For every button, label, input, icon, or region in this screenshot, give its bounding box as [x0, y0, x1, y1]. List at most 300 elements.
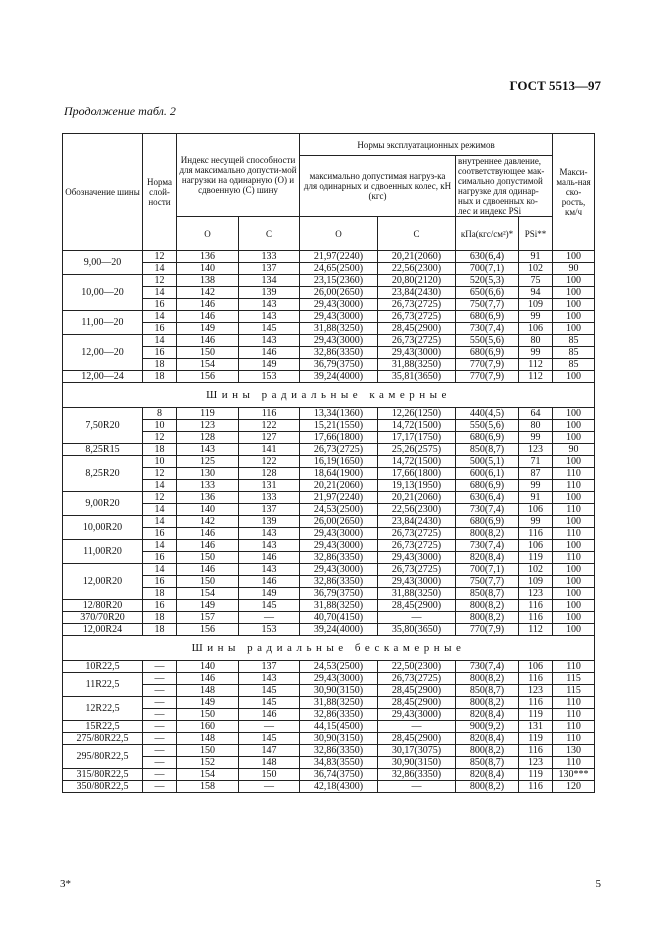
table-cell: 100 — [553, 432, 595, 444]
table-cell: 900(9,2) — [456, 721, 519, 733]
table-cell: 29,43(3000) — [378, 576, 456, 588]
table-cell: 80 — [519, 420, 553, 432]
table-row — [63, 432, 595, 444]
tire-designation: 315/80R22,5 — [63, 769, 143, 781]
table-cell: 100 — [553, 275, 595, 287]
table-cell: 14 — [143, 263, 177, 275]
table-cell: 149 — [177, 600, 239, 612]
table-cell: 119 — [177, 408, 239, 420]
col-psi: PSi** — [519, 217, 553, 251]
table-cell: 123 — [177, 420, 239, 432]
table-cell: 29,43(3000) — [378, 552, 456, 564]
table-cell: 15,21(1550) — [300, 420, 378, 432]
table-cell: 26,00(2650) — [300, 287, 378, 299]
table-cell: 22,50(2300) — [378, 661, 456, 673]
col-load-c: С — [378, 217, 456, 251]
table-row — [63, 661, 595, 673]
table-cell: 100 — [553, 624, 595, 636]
table-cell: 146 — [177, 311, 239, 323]
table-cell: 133 — [239, 492, 300, 504]
table-cell: 800(8,2) — [456, 697, 519, 709]
table-cell: 10 — [143, 456, 177, 468]
table-cell: 730(7,4) — [456, 540, 519, 552]
table-cell: 145 — [239, 733, 300, 745]
table-cell: 149 — [177, 697, 239, 709]
col-ply: Норма слой-ности — [143, 134, 177, 251]
table-cell: 18 — [143, 371, 177, 383]
table-cell: 138 — [177, 275, 239, 287]
table-cell: 116 — [519, 600, 553, 612]
table-row — [63, 468, 595, 480]
table-cell: 12 — [143, 468, 177, 480]
table-cell: 24,65(2500) — [300, 263, 378, 275]
table-cell: 500(5,1) — [456, 456, 519, 468]
table-cell: — — [378, 721, 456, 733]
table-cell: 26,73(2725) — [378, 528, 456, 540]
table-cell: 143 — [239, 311, 300, 323]
table-cell: 131 — [519, 721, 553, 733]
table-row — [63, 781, 595, 793]
table-cell: 700(7,1) — [456, 263, 519, 275]
table-cell: 28,45(2900) — [378, 685, 456, 697]
col-pressure-group: внутреннее давление, соответствующее мак-симально допустимой нагрузке для одинар-ных и сдвоенных ко-лес и индекс PSi — [456, 156, 553, 217]
table-cell: 100 — [553, 612, 595, 624]
table-row — [63, 733, 595, 745]
table-cell: 29,43(3000) — [300, 335, 378, 347]
table-cell: — — [143, 709, 177, 721]
table-row — [63, 624, 595, 636]
table-row — [63, 456, 595, 468]
table-cell: 148 — [177, 733, 239, 745]
table-cell: 137 — [239, 263, 300, 275]
col-load-group: максимально допустимая нагруз-ка для одинарных и сдвоенных колес, кН (кгс) — [300, 156, 456, 217]
col-norms-group: Нормы эксплуатационных режимов — [300, 134, 553, 156]
table-cell: 134 — [239, 275, 300, 287]
table-cell: 16 — [143, 576, 177, 588]
table-cell: 17,17(1750) — [378, 432, 456, 444]
table-cell: 152 — [177, 757, 239, 769]
table-cell: 110 — [553, 552, 595, 564]
table-cell: 146 — [177, 540, 239, 552]
table-cell: 29,43(3000) — [300, 564, 378, 576]
table-cell: 32,86(3350) — [378, 769, 456, 781]
table-cell: 125 — [177, 456, 239, 468]
table-cell: 750(7,7) — [456, 299, 519, 311]
table-cell: 149 — [177, 323, 239, 335]
table-row — [63, 673, 595, 685]
table-cell: 110 — [553, 528, 595, 540]
table-cell: 16 — [143, 347, 177, 359]
table-cell: — — [143, 673, 177, 685]
col-index-c: С — [239, 217, 300, 251]
table-cell: 136 — [177, 492, 239, 504]
table-cell: 40,70(4150) — [300, 612, 378, 624]
table-row — [63, 480, 595, 492]
table-cell: 23,15(2360) — [300, 275, 378, 287]
table-cell: 18 — [143, 359, 177, 371]
table-cell: 148 — [177, 685, 239, 697]
table-cell: 20,21(2060) — [300, 480, 378, 492]
table-cell: 80 — [519, 335, 553, 347]
table-cell: 26,73(2725) — [378, 564, 456, 576]
table-cell: 680(6,9) — [456, 432, 519, 444]
table-cell: 115 — [553, 673, 595, 685]
table-cell: 147 — [239, 745, 300, 757]
table-cell: 120 — [553, 781, 595, 793]
table-cell: 14 — [143, 287, 177, 299]
table-cell: — — [239, 781, 300, 793]
table-cell: 100 — [553, 600, 595, 612]
table-cell: 21,97(2240) — [300, 251, 378, 263]
table-cell: 123 — [519, 444, 553, 456]
table-cell: — — [378, 612, 456, 624]
table-cell: 127 — [239, 432, 300, 444]
table-cell: 149 — [239, 359, 300, 371]
section-title: Шины радиальные камерные — [63, 383, 595, 408]
table-cell: 800(8,2) — [456, 528, 519, 540]
table-cell: 85 — [553, 335, 595, 347]
tire-designation: 8,25R15 — [63, 444, 143, 456]
table-cell: 30,90(3150) — [378, 757, 456, 769]
table-cell: 142 — [177, 516, 239, 528]
table-cell: 154 — [177, 769, 239, 781]
table-cell: 154 — [177, 588, 239, 600]
table-cell: 146 — [177, 673, 239, 685]
table-cell: 850(8,7) — [456, 685, 519, 697]
table-cell: 31,88(3250) — [300, 323, 378, 335]
table-cell: 99 — [519, 516, 553, 528]
col-index-group: Индекс несущей способности для максимально допусти-мой нагрузки на одинарную (О) и сдвоенную (С) шину — [177, 134, 300, 217]
tire-specification-table — [62, 133, 595, 793]
table-cell: 137 — [239, 504, 300, 516]
table-cell: 109 — [519, 576, 553, 588]
table-cell: 730(7,4) — [456, 661, 519, 673]
table-cell: 16 — [143, 323, 177, 335]
col-load-o: О — [300, 217, 378, 251]
table-cell: 140 — [177, 661, 239, 673]
table-cell: 10 — [143, 420, 177, 432]
table-cell: 99 — [519, 347, 553, 359]
table-cell: 680(6,9) — [456, 480, 519, 492]
table-cell: 153 — [239, 371, 300, 383]
table-cell: — — [143, 685, 177, 697]
table-cell: 850(8,7) — [456, 444, 519, 456]
table-cell: 131 — [239, 480, 300, 492]
section-row — [63, 636, 595, 661]
table-cell: 143 — [239, 299, 300, 311]
table-cell: 29,43(3000) — [300, 528, 378, 540]
table-cell: 26,73(2725) — [378, 299, 456, 311]
table-cell: 122 — [239, 420, 300, 432]
table-cell: 31,88(3250) — [300, 600, 378, 612]
table-cell: 14 — [143, 311, 177, 323]
tire-designation: 10R22,5 — [63, 661, 143, 673]
table-cell: 110 — [553, 468, 595, 480]
table-cell: 99 — [519, 311, 553, 323]
table-cell: 680(6,9) — [456, 311, 519, 323]
table-row — [63, 528, 595, 540]
table-row — [63, 721, 595, 733]
table-cell: 14 — [143, 540, 177, 552]
table-cell: — — [143, 721, 177, 733]
table-cell: — — [143, 781, 177, 793]
table-cell: 146 — [177, 528, 239, 540]
table-cell: 28,45(2900) — [378, 733, 456, 745]
table-cell: 146 — [177, 564, 239, 576]
table-cell: 14,72(1500) — [378, 456, 456, 468]
table-cell: 102 — [519, 263, 553, 275]
table-cell: 94 — [519, 287, 553, 299]
table-cell: 29,43(3000) — [300, 540, 378, 552]
table-cell: — — [143, 697, 177, 709]
table-cell: 150 — [239, 769, 300, 781]
table-cell: 850(8,7) — [456, 757, 519, 769]
table-cell: 112 — [519, 371, 553, 383]
table-cell: — — [143, 757, 177, 769]
table-cell: — — [143, 661, 177, 673]
table-cell: 139 — [239, 516, 300, 528]
table-cell: 116 — [519, 528, 553, 540]
table-cell: 153 — [239, 624, 300, 636]
table-cell: 32,86(3350) — [300, 552, 378, 564]
table-cell: 16 — [143, 299, 177, 311]
table-cell: 32,86(3350) — [300, 347, 378, 359]
table-cell: 35,80(3650) — [378, 624, 456, 636]
table-row — [63, 576, 595, 588]
table-cell: 28,45(2900) — [378, 323, 456, 335]
table-cell: 31,88(3250) — [378, 588, 456, 600]
table-cell: 119 — [519, 552, 553, 564]
table-cell: 145 — [239, 600, 300, 612]
table-cell: 143 — [239, 673, 300, 685]
tire-designation: 10,00R20 — [63, 516, 143, 540]
table-cell: 26,73(2725) — [378, 673, 456, 685]
table-cell: 630(6,4) — [456, 251, 519, 263]
table-cell: 28,45(2900) — [378, 600, 456, 612]
table-cell: 12 — [143, 275, 177, 287]
table-cell: 31,88(3250) — [378, 359, 456, 371]
table-cell: 100 — [553, 311, 595, 323]
table-row — [63, 600, 595, 612]
table-cell: 800(8,2) — [456, 612, 519, 624]
table-row — [63, 299, 595, 311]
table-cell: 100 — [553, 564, 595, 576]
table-cell: 20,21(2060) — [378, 251, 456, 263]
tire-designation: 11,00R20 — [63, 540, 143, 564]
table-cell: 110 — [553, 661, 595, 673]
table-cell: 143 — [239, 335, 300, 347]
table-cell: 32,86(3350) — [300, 745, 378, 757]
table-cell: 137 — [239, 661, 300, 673]
table-cell: 770(7,9) — [456, 624, 519, 636]
table-cell: 800(8,2) — [456, 745, 519, 757]
table-row — [63, 685, 595, 697]
table-cell: 143 — [239, 528, 300, 540]
table-cell: 14 — [143, 516, 177, 528]
table-cell: 13,34(1360) — [300, 408, 378, 420]
tire-designation: 12,00—20 — [63, 335, 143, 371]
table-cell: 26,73(2725) — [378, 540, 456, 552]
table-cell: 64 — [519, 408, 553, 420]
table-row — [63, 552, 595, 564]
col-index-o: О — [177, 217, 239, 251]
table-cell: 600(6,1) — [456, 468, 519, 480]
table-cell: — — [239, 612, 300, 624]
table-cell: 22,56(2300) — [378, 263, 456, 275]
table-row — [63, 757, 595, 769]
table-row — [63, 588, 595, 600]
table-cell: 520(5,3) — [456, 275, 519, 287]
table-cell: 150 — [177, 552, 239, 564]
table-cell: 12 — [143, 492, 177, 504]
table-cell: 730(7,4) — [456, 504, 519, 516]
table-cell: 99 — [519, 432, 553, 444]
table-cell: 14 — [143, 504, 177, 516]
table-cell: 26,00(2650) — [300, 516, 378, 528]
table-cell: 820(8,4) — [456, 709, 519, 721]
table-cell: 133 — [177, 480, 239, 492]
table-cell: 26,73(2725) — [378, 335, 456, 347]
table-cell: 100 — [553, 456, 595, 468]
table-cell: 16,19(1650) — [300, 456, 378, 468]
page-number: 5 — [595, 878, 601, 890]
table-cell: 630(6,4) — [456, 492, 519, 504]
col-kpa: кПа(кгс/см²)* — [456, 217, 519, 251]
table-cell: 29,43(3000) — [300, 299, 378, 311]
table-cell: 680(6,9) — [456, 516, 519, 528]
table-cell: 143 — [239, 564, 300, 576]
table-cell: 145 — [239, 323, 300, 335]
table-cell: 12,26(1250) — [378, 408, 456, 420]
tire-designation: 7,50R20 — [63, 408, 143, 444]
table-cell: 19,13(1950) — [378, 480, 456, 492]
footer-left-mark: 3* — [60, 878, 71, 890]
table-cell: 110 — [553, 709, 595, 721]
table-cell: 100 — [553, 287, 595, 299]
table-cell: 116 — [519, 745, 553, 757]
tire-designation: 8,25R20 — [63, 456, 143, 492]
table-cell: 100 — [553, 576, 595, 588]
table-cell: 17,66(1800) — [378, 468, 456, 480]
table-row — [63, 287, 595, 299]
table-cell: 700(7,1) — [456, 564, 519, 576]
table-cell: 29,43(3000) — [300, 673, 378, 685]
table-row — [63, 516, 595, 528]
table-cell: 820(8,4) — [456, 769, 519, 781]
table-row — [63, 709, 595, 721]
table-cell: 14 — [143, 335, 177, 347]
table-cell: 110 — [553, 721, 595, 733]
table-cell: 91 — [519, 492, 553, 504]
table-cell: 30,90(3150) — [300, 685, 378, 697]
tire-designation: 11,00—20 — [63, 311, 143, 335]
table-cell: 26,73(2725) — [378, 311, 456, 323]
table-cell: 820(8,4) — [456, 552, 519, 564]
table-cell: 23,84(2430) — [378, 287, 456, 299]
tire-designation: 12,00R20 — [63, 564, 143, 600]
table-cell: 800(8,2) — [456, 781, 519, 793]
table-cell: 29,43(3000) — [300, 311, 378, 323]
table-cell: 102 — [519, 564, 553, 576]
table-cell: — — [378, 781, 456, 793]
table-cell: 146 — [239, 709, 300, 721]
tire-designation: 12R22,5 — [63, 697, 143, 721]
table-cell: 18,64(1900) — [300, 468, 378, 480]
table-cell: — — [143, 745, 177, 757]
table-cell: 100 — [553, 371, 595, 383]
table-cell: 115 — [553, 685, 595, 697]
table-cell: 90 — [553, 444, 595, 456]
table-cell: 141 — [239, 444, 300, 456]
tire-designation: 295/80R22,5 — [63, 745, 143, 769]
table-cell: 146 — [177, 335, 239, 347]
table-cell: 146 — [239, 347, 300, 359]
table-cell: 116 — [519, 781, 553, 793]
table-cell: 23,84(2430) — [378, 516, 456, 528]
table-cell: 150 — [177, 576, 239, 588]
table-cell: 146 — [239, 576, 300, 588]
table-cell: 770(7,9) — [456, 371, 519, 383]
tire-designation: 9,00R20 — [63, 492, 143, 516]
table-cell: 150 — [177, 745, 239, 757]
table-cell: 119 — [519, 709, 553, 721]
table-cell: 110 — [553, 733, 595, 745]
table-cell: 21,97(2240) — [300, 492, 378, 504]
table-cell: 130 — [553, 745, 595, 757]
table-cell: 122 — [239, 456, 300, 468]
table-cell: 22,56(2300) — [378, 504, 456, 516]
tire-designation: 12,00—24 — [63, 371, 143, 383]
table-cell: 16 — [143, 528, 177, 540]
table-row — [63, 347, 595, 359]
table-cell: 24,53(2500) — [300, 661, 378, 673]
table-cell: 42,18(4300) — [300, 781, 378, 793]
table-cell: 770(7,9) — [456, 359, 519, 371]
table-cell: 14,72(1500) — [378, 420, 456, 432]
table-body — [63, 251, 595, 793]
table-cell: 18 — [143, 624, 177, 636]
table-cell: 100 — [553, 588, 595, 600]
col-speed: Макси-маль-ная ско-рость, км/ч — [553, 134, 595, 251]
table-cell: 87 — [519, 468, 553, 480]
table-cell: 85 — [553, 347, 595, 359]
table-cell: 35,81(3650) — [378, 371, 456, 383]
table-cell: 110 — [553, 757, 595, 769]
table-cell: 30,90(3150) — [300, 733, 378, 745]
table-row — [63, 371, 595, 383]
table-cell: 29,43(3000) — [378, 347, 456, 359]
tire-designation: 9,00—20 — [63, 251, 143, 275]
table-cell: 150 — [177, 347, 239, 359]
table-cell: 140 — [177, 504, 239, 516]
table-cell: 39,24(4000) — [300, 371, 378, 383]
table-cell: 32,86(3350) — [300, 709, 378, 721]
tire-designation: 275/80R22,5 — [63, 733, 143, 745]
table-cell: 128 — [177, 432, 239, 444]
table-cell: 109 — [519, 299, 553, 311]
table-cell: 75 — [519, 275, 553, 287]
table-row — [63, 359, 595, 371]
table-cell: 154 — [177, 359, 239, 371]
table-cell: 12 — [143, 251, 177, 263]
table-row — [63, 504, 595, 516]
table-cell: 850(8,7) — [456, 588, 519, 600]
table-cell: 800(8,2) — [456, 673, 519, 685]
table-cell: 25,26(2575) — [378, 444, 456, 456]
table-cell: 100 — [553, 408, 595, 420]
table-cell: 550(5,6) — [456, 335, 519, 347]
table-row — [63, 263, 595, 275]
